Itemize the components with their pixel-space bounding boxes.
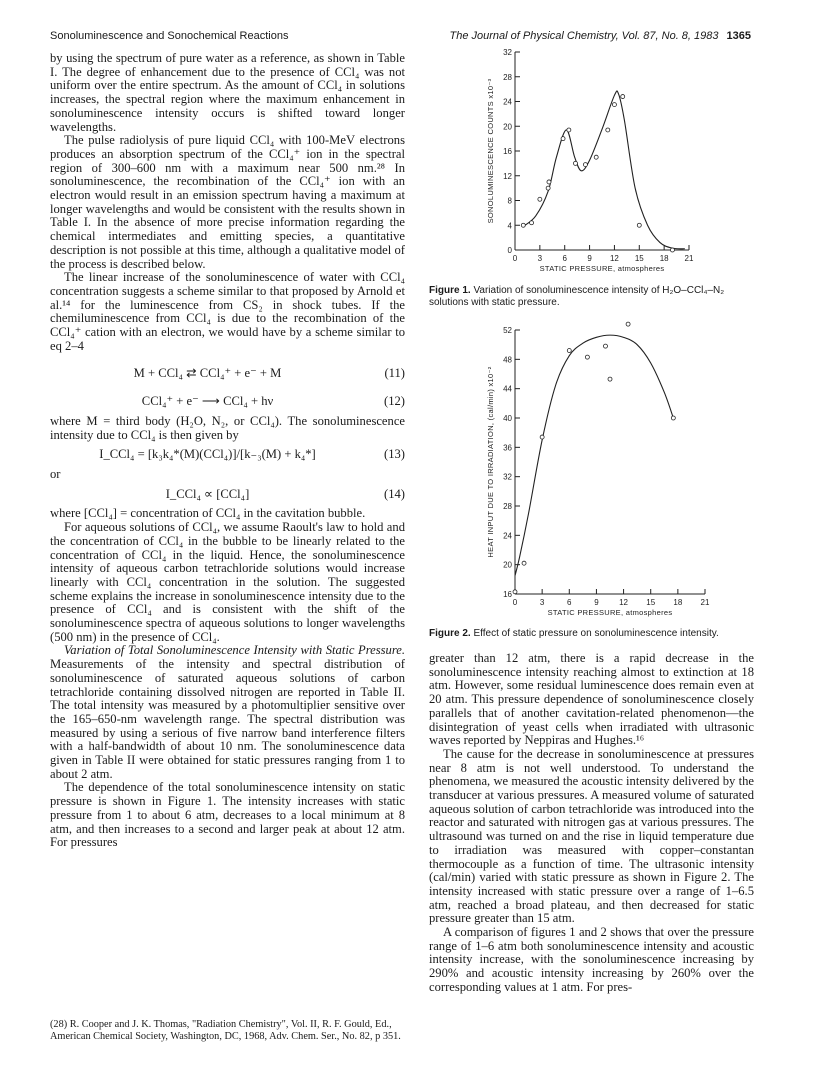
equation-body: CCl₄⁺ + e⁻ ⟶ CCl₄ + hν [141,394,274,409]
data-point [606,128,610,132]
data-point [585,355,589,359]
x-tick-label: 18 [673,598,683,607]
y-tick-label: 24 [503,97,512,107]
x-axis-label: STATIC PRESSURE, atmospheres [547,608,673,617]
data-point [583,163,587,167]
equation-12 [50,395,405,409]
paragraph: The linear increase of the sonoluminescence of water with CCl₄ concentration suggests a scheme similar to that proposed by Arnold et al.¹⁴ for the luminescence from CS₂ in shock tubes. If the chemiluminescence from CCl₄ is due to the recombination of the CCl₄⁺ cation with an electron, we would have by a scheme similar to eq 2–4 [50,270,405,353]
y-axis-label: SONOLUMINESCENCE COUNTS x10⁻³ [486,78,495,224]
y-tick-label: 28 [503,502,512,511]
data-point [521,223,525,227]
fitted-curve [523,91,685,249]
y-axis-label: HEAT INPUT DUE TO IRRADIATION, (cal/min) x10⁻² [486,366,495,558]
data-point [538,197,542,201]
y-tick-label: 12 [503,171,512,181]
section-heading: Variation of Total Sonoluminescence Intensity with Static Pressure. [64,643,405,658]
data-point [561,137,565,141]
y-tick-label: 44 [503,384,512,394]
paragraph: For aqueous solutions of CCl₄, we assume Raoult's law to hold and the concentration of CCl₄ in the bubble to be linearly related to the concentration of CCl₄ in the liquid. Hence, the sonoluminescence intensity of aqueous carbon tetrachloride solutions would increase linearly with CCl₄ concentration in the solution. The suggested scheme explains the increase in sonoluminescence intensity due to the presence of CCl₄ and is consistent with the shift of the sonoluminescence spectra of aqueous solutions to longer wavelengths (500 nm) in the presence of CCl₄. [50,520,405,644]
data-point [530,221,534,225]
y-tick-label: 0 [507,246,512,255]
y-tick-label: 36 [503,443,512,453]
data-point [513,590,517,594]
paragraph: The dependence of the total sonoluminescence intensity on static pressure is shown in Figure 1. The intensity increases with static pressure from 1 to about 6 atm, decreases to a local minimum at 8 atm, and then increases to a second and larger peak at about 12 atm. For pressures [50,780,405,850]
data-point [594,155,598,159]
y-tick-label: 20 [503,560,512,570]
x-axis-label: STATIC PRESSURE, atmospheres [539,264,665,273]
figure-2-chart [479,318,729,626]
x-tick-label: 21 [700,598,710,607]
y-tick-label: 16 [503,590,512,599]
paragraph: greater than 12 atm, there is a rapid decrease in the sonoluminescence intensity reaching almost to extinction at 18 atm. However, some residual luminescence does remain even at 20 atm. This pressure dependence of sonoluminescence closely parallels that of another cavitation-related phenomenon—the disintegration of yeast cells when irradiated with ultrasonic waves reported by Neppiras and Hughes.¹⁶ [429,651,754,748]
data-point [567,349,571,353]
x-tick-label: 0 [512,598,518,607]
figure-2-caption [429,628,759,640]
paragraph: The cause for the decrease in sonoluminescence at pressures near 8 atm is not well understood. To understand the phenomena, we measured the acoustic intensity delivered by the transducer at various pressures. A measured volume of saturated aqueous solution of carbon tetrachloride was introduced into the reactor and saturated with nitrogen gas at various pressures. The ultrasound was turned on and the rise in liquid temperature due to irradiation was measured with copper–constantan thermocouple as a function of time. The ultrasonic intensity (cal/min) varied with static pressure as shown in Figure 2. The intensity increased with static pressure over a range of 1–6.5 atm, reached a broad plateau, and then decreased for static pressure greater than 15 atm. [429,746,754,926]
y-tick-label: 8 [507,196,512,206]
x-tick-label: 15 [646,598,656,607]
y-tick-label: 52 [503,326,512,335]
equation-number: (13) [384,447,405,462]
data-point [567,128,571,132]
footnote: (28) R. Cooper and J. K. Thomas, "Radiation Chemistry", Vol. II, R. F. Gould, Ed., American Chemical Society, Washington, DC, 1968, Adv. Chem. Ser., No. 82, p 351. [50,1019,401,1042]
paragraph: by using the spectrum of pure water as a reference, as shown in Table I. The degree of enhancement due to the presence of CCl₄ was not uniform over the entire spectrum. As the amount of CCl₄ in solutions increases, the spectral region where the maximum enhancement in sonoluminescence intensity occurs is shifted toward longer wavelengths. [50,51,405,134]
x-tick-label: 3 [537,254,543,263]
equation-13 [50,448,405,462]
y-tick-label: 48 [503,355,512,365]
x-tick-label: 15 [634,254,644,263]
x-tick-label: 18 [659,254,669,263]
paragraph: where M = third body (H₂O, N₂, or CCl₄). The sonoluminescence intensity due to CCl₄ is then given by [50,413,405,442]
paragraph: The pulse radiolysis of pure liquid CCl₄ with 100-MeV electrons produces an absorption spectrum of the CCl₄⁺ ion in the spectral region of 300–600 nm with a maximum near 500 nm.²⁸ In sonoluminescence, the recombination of the CCl₄⁺ ion with an electron would result in an emission spectrum having a maximum at longer wavelengths and would be consistent with the results shown in Table I. In the absence of more precise information regarding the chemical intermediates and emitting species, a quantitative description is not possible at this time, although a qualitative model of the process is described below. [50,133,405,271]
equation-body: I_CCl₄ = [k₃k₄*(M)(CCl₄)]/[k₋₃(M) + k₄*] [99,447,316,462]
equation-body: I_CCl₄ ∝ [CCl₄] [165,486,250,501]
data-point [573,161,577,165]
journal-name: The Journal of Physical Chemistry, Vol. 87, No. 8, 1983 [449,30,719,42]
data-point [612,103,616,107]
paragraph: where [CCl₄] = concentration of CCl₄ in the cavitation bubble. [50,506,366,521]
x-tick-label: 6 [562,254,567,263]
data-point [608,377,612,381]
x-tick-label: 3 [539,598,545,607]
right-column [429,652,754,995]
x-tick-label: 12 [619,598,629,607]
data-point [626,322,630,326]
figure-label: Figure 2. [429,628,471,639]
left-column [50,52,405,850]
data-point [522,561,526,565]
figure-label: Figure 1. [429,285,471,296]
equation-11 [50,367,405,381]
equation-number: (11) [384,366,405,381]
x-tick-label: 9 [587,254,592,263]
figure-1-caption [429,285,759,309]
x-tick-label: 0 [512,254,518,263]
y-tick-label: 16 [503,147,512,156]
y-tick-label: 20 [503,122,512,132]
x-tick-label: 21 [684,254,694,263]
page-number: 1365 [726,30,751,42]
y-tick-label: 4 [507,221,512,231]
equation-number: (14) [384,486,405,501]
paragraph: A comparison of figures 1 and 2 shows that over the pressure range of 1–6 atm both sonoluminescence intensity and acoustic intensity increase, with the sonoluminescence increasing by 290% and acoustic intensity increasing by 260% over the corresponding values at 1 atm. For pres- [429,925,754,994]
data-point [603,344,607,348]
equation-14 [50,488,405,502]
y-tick-label: 32 [503,472,512,482]
y-tick-label: 24 [503,531,512,541]
data-point [637,223,641,227]
x-tick-label: 9 [594,598,599,607]
conjunction: or [50,466,61,481]
x-tick-label: 6 [567,598,572,607]
paragraph [50,644,405,781]
data-point [546,186,550,190]
fitted-curve [515,335,673,576]
figure-1-chart [479,44,719,284]
journal-citation [449,30,751,42]
data-point [547,180,551,184]
equation-number: (12) [384,394,405,409]
data-point [540,435,544,439]
x-tick-label: 12 [609,254,619,263]
data-point [621,95,625,99]
caption-text: Variation of sonoluminescence intensity of H₂O–CCl₄–N₂ solutions with static pressure. [429,285,725,308]
equation-body: M + CCl₄ ⇄ CCl₄⁺ + e⁻ + M [133,366,282,381]
caption-text: Effect of static pressure on sonoluminescence intensity. [473,628,719,639]
y-tick-label: 28 [503,72,512,82]
data-point [670,248,674,252]
y-tick-label: 32 [503,48,512,57]
paragraph-text: Measurements of the intensity and spectral distribution of sonoluminescence of saturated aqueous solutions of carbon tetrachloride containing dissolved nitrogen are reported in Table II. The total intensity was measured by a photomultiplier sensitive over the 165–650-nm wavelength range. The spectral distribution was measured by using a serious of five narrow band interference filters with a half-bandwidth of about 10 nm. The sonoluminescence data given in Table II were obtained for static pressures ranging from 1 to about 2 atm. [50,657,405,781]
y-tick-label: 40 [503,414,512,423]
running-header: Sonoluminescence and Sonochemical Reactions [50,30,289,42]
data-point [671,416,675,420]
